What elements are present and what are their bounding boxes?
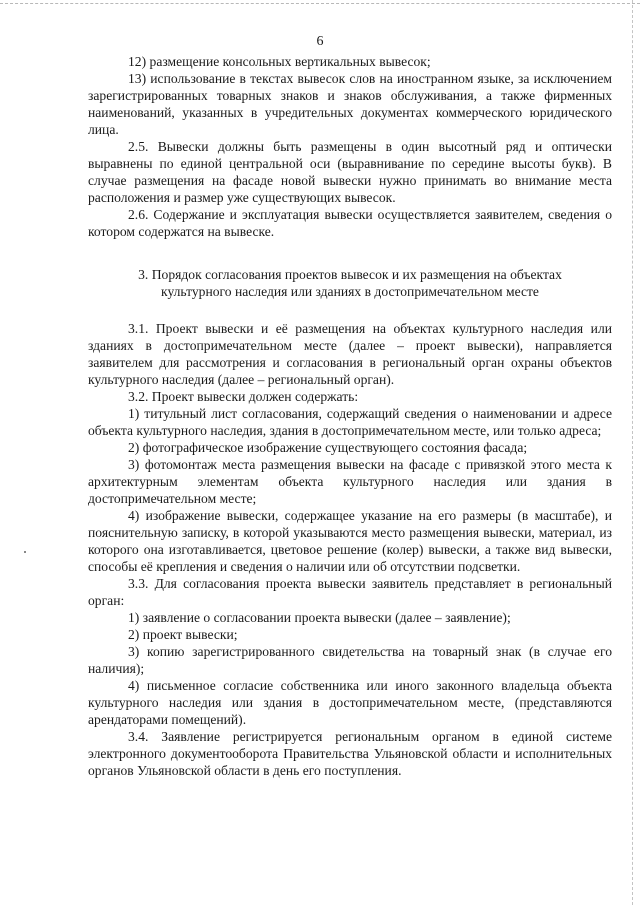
- list-item-trademark-copy: 3) копию зарегистрированного свидетельства на товарный знак (в случае его наличия);: [88, 644, 612, 676]
- section-heading-line-1: 3. Порядок согласования проектов вывесок и их размещения на объектах: [138, 267, 562, 282]
- scan-edge-top: [0, 3, 640, 5]
- document-body: [88, 53, 612, 779]
- section-heading-line-2: культурного наследия или зданиях в достопримечательном месте: [161, 284, 539, 299]
- list-item-sign-image: 4) изображение вывески, содержащее указание на его размеры (в масштабе), и пояснительную записку, в которой указываются место размещения вывески, материал, из которого она изготавливается, цветовое решение (колер) вывески, а также вид вывески, способы её крепления и сведения о наличии или об отсутствии подсветки.: [88, 508, 612, 574]
- paragraph-item-12: 12) размещение консольных вертикальных вывесок;: [128, 54, 431, 69]
- list-item-title-sheet: 1) титульный лист согласования, содержащий сведения о наименовании и адресе объекта культурного наследия, здания в достопримечательном месте, или только адреса;: [88, 406, 612, 438]
- paragraph-3-4: 3.4. Заявление регистрируется региональным органом в единой системе электронного документооборота Правительства Ульяновской области и исполнительных органов Ульяновской области в день его поступления.: [88, 729, 612, 778]
- list-item-photo: 2) фотографическое изображение существующего состояния фасада;: [128, 440, 528, 455]
- paragraph-item-13: 13) использование в текстах вывесок слов на иностранном языке, за исключением зарегистрированных товарных знаков и знаков обслуживания, а также фирменных наименований, указанных в учредительных документах коммерческого юридического лица.: [88, 71, 612, 137]
- paragraph-3-3: 3.3. Для согласования проекта вывески заявитель представляет в региональный орган:: [88, 576, 612, 608]
- list-item-application: 1) заявление о согласовании проекта вывески (далее – заявление);: [128, 610, 511, 625]
- page-number: 6: [316, 34, 324, 49]
- scan-edge-right: [632, 0, 634, 905]
- list-item-project: 2) проект вывески;: [128, 627, 238, 642]
- paragraph-2-5: 2.5. Вывески должны быть размещены в один высотный ряд и оптически выравнены по единой центральной оси (выравнивание по середине высоты букв). В случае размещения на фасаде новой вывески нужно принимать во внимание места расположения и размер уже существующих вывесок.: [88, 139, 612, 205]
- margin-mark: [24, 551, 26, 553]
- paragraph-2-6: 2.6. Содержание и эксплуатация вывески осуществляется заявителем, сведения о котором содержатся на вывеске.: [88, 207, 612, 239]
- paragraph-3-1: 3.1. Проект вывески и её размещения на объектах культурного наследия или зданиях в достопримечательном месте (далее – проект вывески), направляется заявителем для рассмотрения и согласования в региональный орган охраны объектов культурного наследия (далее – региональный орган).: [88, 321, 612, 387]
- list-item-photomontage: 3) фотомонтаж места размещения вывески на фасаде с привязкой этого места к архитектурным элементам объекта культурного наследия или здания в достопримечательном месте;: [88, 457, 612, 506]
- section-3-heading: [88, 266, 612, 300]
- paragraph-3-2: 3.2. Проект вывески должен содержать:: [128, 389, 359, 404]
- list-item-owner-consent: 4) письменное согласие собственника или иного законного владельца объекта культурного наследия или здания в достопримечательном месте, (представляются арендаторами помещений).: [88, 678, 612, 727]
